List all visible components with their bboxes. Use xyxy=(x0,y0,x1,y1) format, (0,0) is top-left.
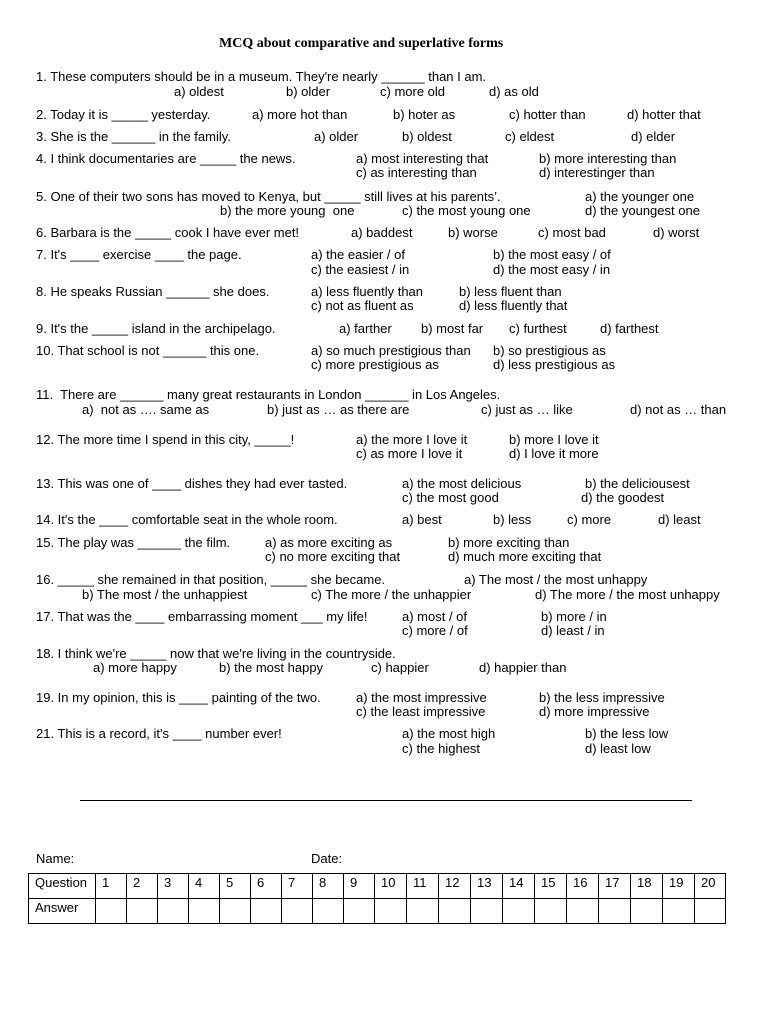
answer-cell[interactable] xyxy=(503,899,535,924)
answer-cell[interactable] xyxy=(96,899,127,924)
question-text: 19. In my opinion, this is ____ painting of the two. xyxy=(36,690,321,705)
question-text: 18. I think we're _____ now that we're living in the countryside. xyxy=(36,646,396,661)
answer-row xyxy=(29,899,726,924)
answer-cell[interactable] xyxy=(344,899,375,924)
option-c: c) the highest xyxy=(402,741,481,756)
question-number: 17 xyxy=(599,874,631,899)
option-d: d) least xyxy=(658,512,701,527)
option-b: b) less fluent than xyxy=(459,284,562,299)
question-number: 16 xyxy=(567,874,599,899)
question-number: 8 xyxy=(313,874,344,899)
option-c: c) most bad xyxy=(538,225,606,240)
option-b: b) more / in xyxy=(541,609,607,624)
option-b: b) older xyxy=(286,84,331,99)
question-text: 2. Today it is _____ yesterday. xyxy=(36,107,211,122)
option-b: b) the less impressive xyxy=(539,690,665,705)
question-number: 6 xyxy=(251,874,282,899)
option-a: a) the most impressive xyxy=(356,690,487,705)
option-d: d) less fluently that xyxy=(459,298,568,313)
question-number: 4 xyxy=(189,874,220,899)
question-number: 10 xyxy=(375,874,407,899)
option-c: c) not as fluent as xyxy=(311,298,414,313)
question-text: 5. One of their two sons has moved to Kenya, but _____ still lives at his parents’. xyxy=(36,189,501,204)
option-c: c) the most good xyxy=(402,490,499,505)
option-a: a) the more I love it xyxy=(356,432,468,447)
answer-cell[interactable] xyxy=(127,899,158,924)
answer-cell[interactable] xyxy=(220,899,251,924)
option-a: a) less fluently than xyxy=(311,284,424,299)
question-text: 3. She is the ______ in the family. xyxy=(36,129,231,144)
option-d: d) the youngest one xyxy=(585,203,700,218)
question-text: 10. That school is not ______ this one. xyxy=(36,343,260,358)
question-number: 18 xyxy=(631,874,663,899)
option-a: a) farther xyxy=(339,321,392,336)
answer-cell[interactable] xyxy=(631,899,663,924)
option-d: d) less prestigious as xyxy=(493,357,616,372)
question-number: 11 xyxy=(407,874,439,899)
option-a: a) most / of xyxy=(402,609,468,624)
answer-row-label: Answer xyxy=(29,899,96,924)
option-d: d) elder xyxy=(631,129,676,144)
option-a: a) oldest xyxy=(174,84,224,99)
option-d: d) not as … than xyxy=(630,402,727,417)
question-text: 1. These computers should be in a museum. They're nearly ______ than I am. xyxy=(36,69,487,84)
option-d: d) happier than xyxy=(479,660,567,675)
option-d: d) more impressive xyxy=(539,704,650,719)
option-a: a) more hot than xyxy=(252,107,348,122)
question-text: 11. There are ______ many great restaurants in London ______ in Los Angeles. xyxy=(36,387,501,402)
question-text: 4. I think documentaries are _____ the news. xyxy=(36,151,296,166)
option-b: b) just as … as there are xyxy=(267,402,410,417)
option-b: b) the most easy / of xyxy=(493,247,611,262)
page-title: MCQ about comparative and superlative forms xyxy=(219,36,504,51)
option-c: c) furthest xyxy=(509,321,567,336)
name-label: Name: xyxy=(36,851,75,866)
question-number: 3 xyxy=(158,874,189,899)
option-b: b) the deliciousest xyxy=(585,476,690,491)
option-d: d) interestinger than xyxy=(539,165,655,180)
option-a: a) older xyxy=(314,129,359,144)
option-d: d) the goodest xyxy=(581,490,665,505)
date-label: Date: xyxy=(311,851,343,866)
question-number: 2 xyxy=(127,874,158,899)
option-b: b) most far xyxy=(421,321,484,336)
option-b: b) The most / the unhappiest xyxy=(82,587,248,602)
option-a: a) baddest xyxy=(351,225,413,240)
option-c: c) happier xyxy=(371,660,429,675)
option-d: d) I love it more xyxy=(509,446,599,461)
question-row-label: Question xyxy=(29,874,96,899)
option-c: c) more prestigious as xyxy=(311,357,439,372)
option-c: c) as more I love it xyxy=(356,446,463,461)
option-d: d) least low xyxy=(585,741,651,756)
answer-cell[interactable] xyxy=(695,899,726,924)
question-number: 19 xyxy=(663,874,695,899)
question-text: 14. It's the ____ comfortable seat in the whole room. xyxy=(36,512,338,527)
answer-cell[interactable] xyxy=(158,899,189,924)
option-a: a) the younger one xyxy=(585,189,695,204)
option-b: b) the more young one xyxy=(220,203,355,218)
option-d: d) the most easy / in xyxy=(493,262,611,277)
option-a: a) the most high xyxy=(402,726,496,741)
question-number: 14 xyxy=(503,874,535,899)
question-number: 13 xyxy=(471,874,503,899)
question-number: 9 xyxy=(344,874,375,899)
answer-cell[interactable] xyxy=(663,899,695,924)
question-text: 13. This was one of ____ dishes they had ever tasted. xyxy=(36,476,348,491)
option-d: d) worst xyxy=(653,225,700,240)
option-d: d) much more exciting that xyxy=(448,549,602,564)
option-a: a) The most / the most unhappy xyxy=(464,572,648,587)
option-a: a) most interesting that xyxy=(356,151,489,166)
option-c: c) hotter than xyxy=(509,107,586,122)
answer-grid xyxy=(28,873,726,924)
answer-cell[interactable] xyxy=(251,899,282,924)
option-a: a) the most delicious xyxy=(402,476,522,491)
question-row xyxy=(29,874,726,899)
option-c: c) more / of xyxy=(402,623,468,638)
answer-cell[interactable] xyxy=(439,899,471,924)
question-text: 6. Barbara is the _____ cook I have ever met! xyxy=(36,225,300,240)
answer-cell[interactable] xyxy=(407,899,439,924)
option-b: b) so prestigious as xyxy=(493,343,606,358)
option-c: c) the least impressive xyxy=(356,704,486,719)
question-text: 17. That was the ____ embarrassing moment ___ my life! xyxy=(36,609,368,624)
question-text: 21. This is a record, it's ____ number ever! xyxy=(36,726,282,741)
question-text: 16. _____ she remained in that position, _____ she became. xyxy=(36,572,386,587)
option-b: b) the most happy xyxy=(219,660,324,675)
answer-cell[interactable] xyxy=(189,899,220,924)
question-number: 12 xyxy=(439,874,471,899)
answer-cell[interactable] xyxy=(567,899,599,924)
option-d: d) least / in xyxy=(541,623,605,638)
option-b: b) more exciting than xyxy=(448,535,570,550)
option-b: b) more I love it xyxy=(509,432,599,447)
option-a: a) not as …. same as xyxy=(82,402,210,417)
option-c: c) as interesting than xyxy=(356,165,477,180)
option-a: a) the easier / of xyxy=(311,247,405,262)
question-text: 7. It's ____ exercise ____ the page. xyxy=(36,247,242,262)
option-d: d) farthest xyxy=(600,321,659,336)
question-number: 7 xyxy=(282,874,313,899)
option-c: c) eldest xyxy=(505,129,555,144)
answer-cell[interactable] xyxy=(282,899,313,924)
option-b: b) hoter as xyxy=(393,107,456,122)
option-b: b) worse xyxy=(448,225,498,240)
option-a: a) best xyxy=(402,512,442,527)
option-c: c) just as … like xyxy=(481,402,573,417)
answer-cell[interactable] xyxy=(599,899,631,924)
divider-line xyxy=(80,800,692,801)
option-c: c) the most young one xyxy=(402,203,531,218)
question-number: 20 xyxy=(695,874,726,899)
option-b: b) oldest xyxy=(402,129,452,144)
option-b: b) the less low xyxy=(585,726,669,741)
option-d: d) as old xyxy=(489,84,539,99)
question-number: 1 xyxy=(96,874,127,899)
option-c: c) no more exciting that xyxy=(265,549,401,564)
option-b: b) less xyxy=(493,512,532,527)
option-c: c) The more / the unhappier xyxy=(311,587,472,602)
question-number: 15 xyxy=(535,874,567,899)
question-text: 9. It's the _____ island in the archipelago. xyxy=(36,321,276,336)
question-text: 15. The play was ______ the film. xyxy=(36,535,231,550)
answer-cell[interactable] xyxy=(471,899,503,924)
question-text: 12. The more time I spend in this city, _____! xyxy=(36,432,295,447)
option-c: c) more xyxy=(567,512,612,527)
option-a: a) as more exciting as xyxy=(265,535,393,550)
option-a: a) so much prestigious than xyxy=(311,343,471,358)
question-number: 5 xyxy=(220,874,251,899)
answer-cell[interactable] xyxy=(313,899,344,924)
answer-cell[interactable] xyxy=(535,899,567,924)
option-a: a) more happy xyxy=(93,660,177,675)
answer-cell[interactable] xyxy=(375,899,407,924)
option-d: d) The more / the most unhappy xyxy=(535,587,720,602)
option-b: b) more interesting than xyxy=(539,151,677,166)
option-c: c) more old xyxy=(380,84,446,99)
option-d: d) hotter that xyxy=(627,107,701,122)
question-text: 8. He speaks Russian ______ she does. xyxy=(36,284,270,299)
option-c: c) the easiest / in xyxy=(311,262,410,277)
